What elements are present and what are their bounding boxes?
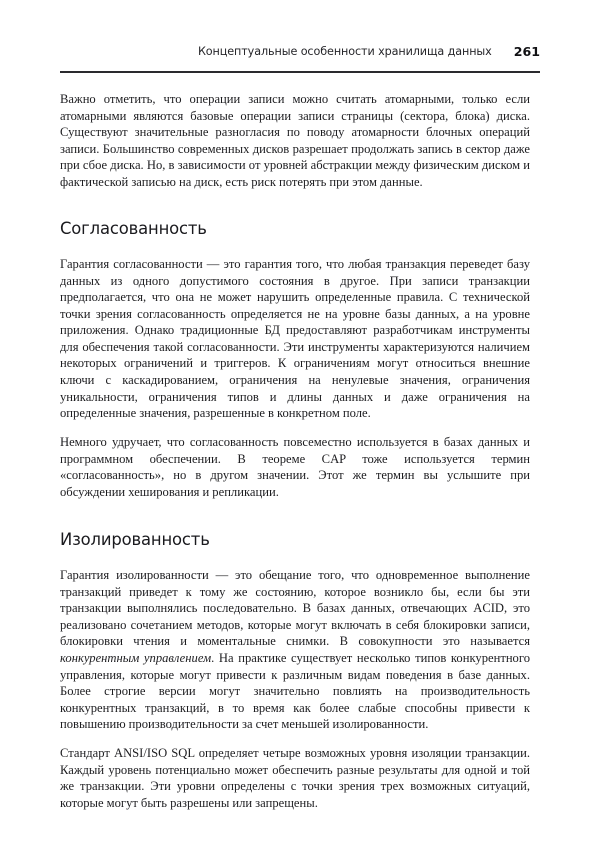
heading-block-consistency <box>60 220 530 239</box>
section-heading-consistency: Согласованность <box>60 219 207 239</box>
emphasis-concurrency-control: конкурентным управлением <box>60 650 212 665</box>
section-heading-isolation: Изолированность <box>60 530 210 550</box>
paragraph-ansi-iso-sql: Стандарт ANSI/ISO SQL определяет четыре возможных уровня изоляции транзакции. Каждый уровень потенциально может обеспечить разные результаты для одной и той же транзакции. Эти уровни определены с точки зрения трех возможных ситуаций, которые могут быть разрешены или запрещены. <box>60 746 530 810</box>
page-number: 261 <box>513 44 540 59</box>
paragraph-isolation-text-after-emphasis: . На практике существует несколько типов конкурентного управления, которые могут привести к различным видам поведения в базе данных. Более строгие версии могут значительно повлиять на производительность конкурентных транзакций, в то время как более слабые способны привести к повышению производительности за счет меньшей изолированности. <box>60 650 531 732</box>
running-head <box>60 46 540 72</box>
page-content <box>60 91 530 812</box>
paragraph-isolation-definition <box>60 567 530 732</box>
header-rule <box>60 71 540 73</box>
paragraph-atomicity: Важно отметить, что операции записи можно считать атомарными, только если атомарными являются базовые операции записи страницы (сектора, блока) диска. Существуют значительные разногласия по поводу атомарности блочных операций записи. Большинство современных дисков разрешает продолжать запись в сектор даже при сбое диска. Но, в зависимости от уровней абстракции между физическим диском и фактической записью на диск, есть риск потерять при этом данные. <box>60 92 530 189</box>
heading-block-isolation <box>60 531 530 550</box>
paragraph-cap-theorem: Немного удручает, что согласованность повсеместно используется в базах данных и программном обеспечении. В теореме CAP тоже используется термин «согласованность», но в другом значении. Этот же термин вы услышите при обсуждении хеширования и репликации. <box>60 435 530 499</box>
paragraph-consistency-definition: Гарантия согласованности — это гарантия того, что любая транзакция переведет базу данных из одного допустимого состояния в другое. При записи транзакции предполагается, что она не может нарушить определенные правила. С технической точки зрения согласованность определяется не на уровне базы данных, а на уровне приложения. Однако традиционные БД предоставляют разработчикам инструменты для обеспечения такой согласованности. Эти инструменты характеризуются наличием некоторых ограничений и триггеров. К ограничениям могут относиться внешние ключи с каскадированием, ограничения на ненулевые значения, ограничения уникальности, ограничения типов и длины данных и даже ограничения на определенные значения, разрешенные в конкретном поле. <box>60 257 530 421</box>
paragraph-isolation-text-before-emphasis: Гарантия изолированности — это обещание того, что одновременное выполнение транзакций приведет к тому же состоянию, которое возникло бы, если бы эти транзакции выполнялись последовательно. В базах данных, отвечающих ACID, это реализовано сочетанием методов, которые могут включать в себя блокировки записи, блокировки чтения и моментальные снимки. В совокупности это называется <box>60 568 530 649</box>
running-head-title: Концептуальные особенности хранилища данных <box>197 45 492 58</box>
